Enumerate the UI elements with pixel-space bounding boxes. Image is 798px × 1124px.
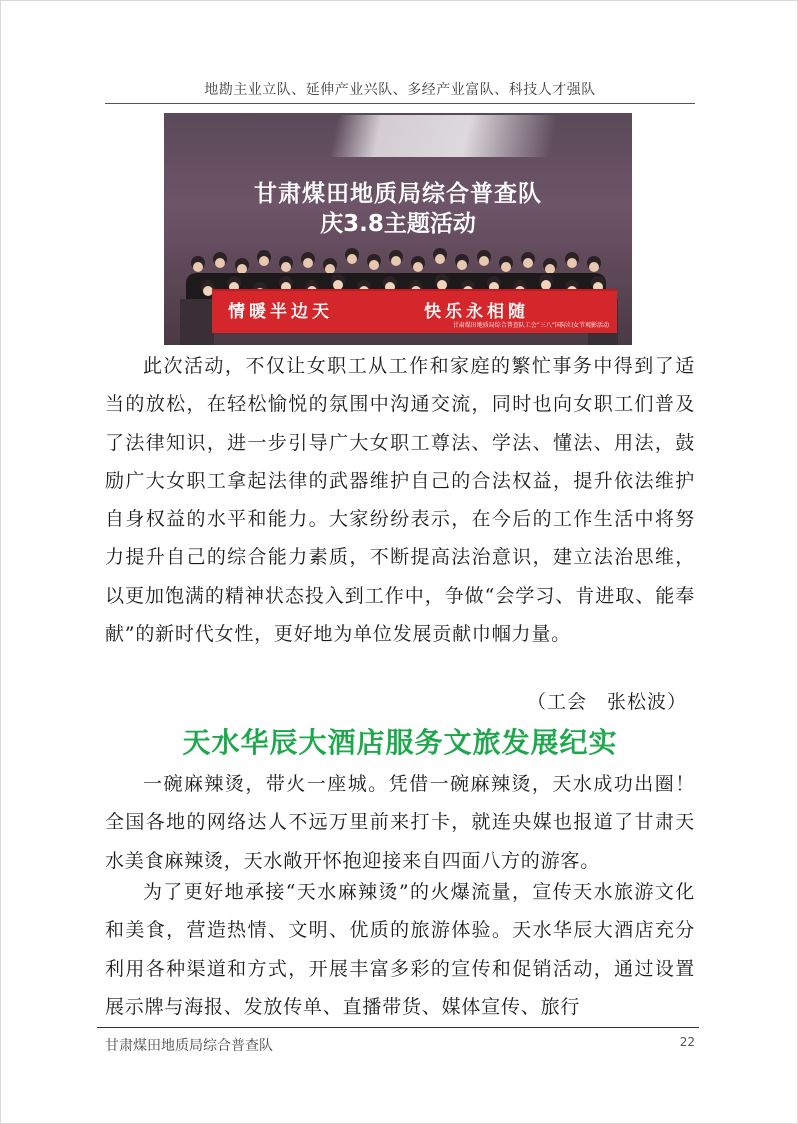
banner-subtext: 甘肃煤田地质局综合普查队工会“三八”国际妇女节观影活动 [452,322,609,329]
page-number: 22 [679,1035,695,1049]
article2-paragraph-1: 一碗麻辣烫，带火一座城。凭借一碗麻辣烫，天水成功出圈！全国各地的网络达人不远万里前来打卡，就连央媒也报道了甘肃天水美食麻辣烫，天水敞开怀抱迎接来自四面八方的游客。 [105,773,695,872]
red-banner [212,289,617,333]
running-header: 地勘主业立队、延伸产业兴队、多经产业富队、科技人才强队 [204,82,596,98]
photo-title-line2: 庆3.8主题活动 [320,211,476,237]
article1-signature: （工会 张松波） [526,691,687,713]
screen-graphic [330,115,559,157]
header-rule [105,103,695,104]
footer-org: 甘肃煤田地质局综合普查队 [105,1038,273,1054]
photo-title-line1: 甘肃煤田地质局综合普查队 [254,181,542,207]
banner-text-right: 快乐永相随 [424,302,529,322]
article2-paragraph-2: 为了更好地承接“天水麻辣烫”的火爆流量，宣传天水旅游文化和美食，营造热情、文明、优质的旅游体验。天水华辰大酒店充分利用各种渠道和方式，开展丰富多彩的宣传和促销活动，通过设置展示牌与海报、发放传单、直播带货、媒体宣传、旅行 [105,881,695,1018]
footer-rule [97,1027,699,1028]
banner-text-left: 情暖半边天 [228,302,333,322]
event-photo [164,113,632,345]
article1-paragraph: 此次活动，不仅让女职工从工作和家庭的繁忙事务中得到了适当的放松，在轻松愉悦的氛围中沟通交流，同时也向女职工们普及了法律知识，进一步引导广大女职工尊法、学法、懂法、用法，鼓励广大女职工拿起法律的武器维护自己的合法权益，提升依法维护自身权益的水平和能力。大家纷纷表示，在今后的工作生活中将努力提升自己的综合能力素质，不断提高法治意识，建立法治思维，以更加饱满的精神状态投入到工作中，争做“会学习、肯进取、能奉献”的新时代女性，更好地为单位发展贡献巾帼力量。 [105,355,695,646]
article2-title: 天水华辰大酒店服务文旅发展纪实 [182,726,618,759]
